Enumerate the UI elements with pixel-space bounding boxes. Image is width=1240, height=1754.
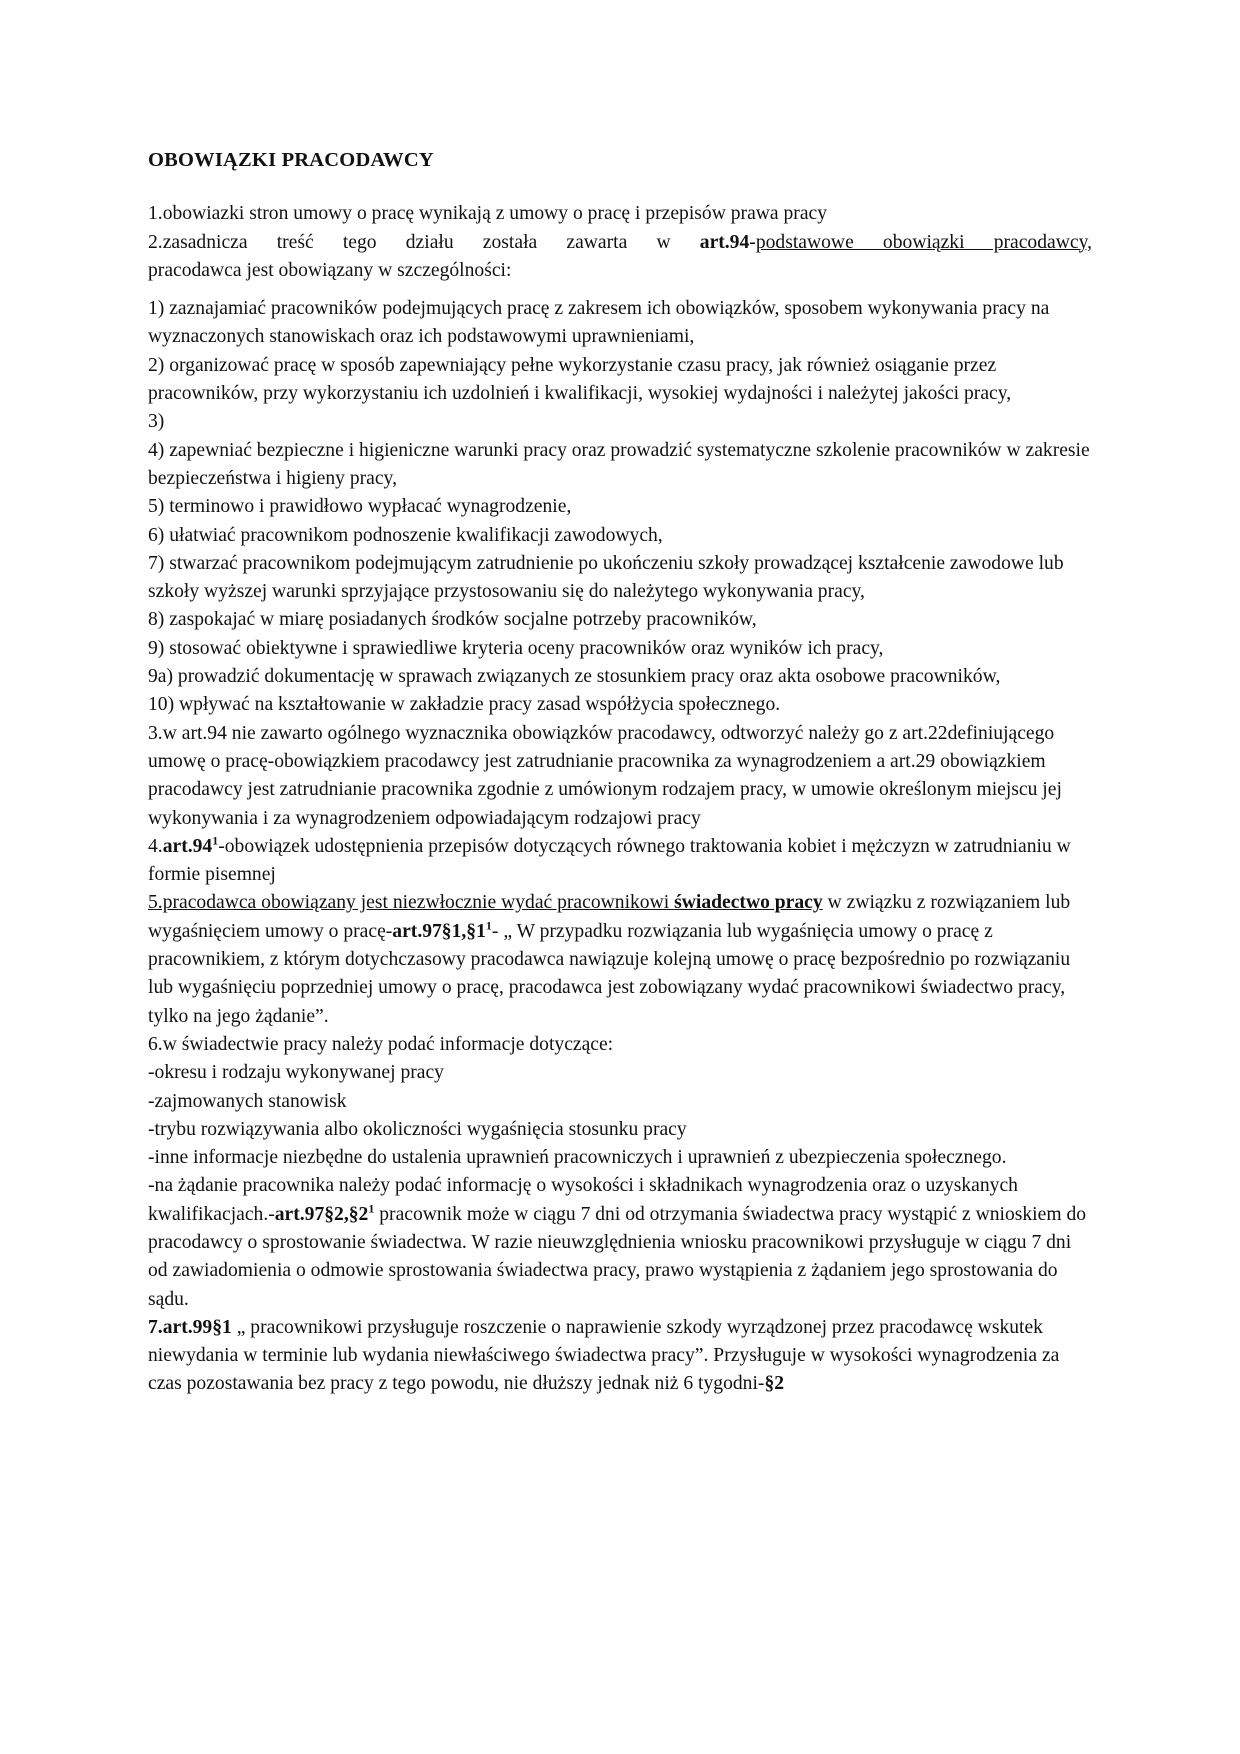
p2-underlined: podstawowe obowiązki pracodawcy, [755,231,1092,253]
p5-article: $art.97\S 1,\S 1^1$ [392,918,492,942]
paragraph-5 [148,889,1092,1030]
p5-underlined: 5.pracodawca obowiązany jest niezwłocznie wydać pracownikowi świadectwo pracy [148,892,823,914]
list-item: 5) terminowo i prawidłowo wypłacać wynagrodzenie, [148,496,572,518]
p4-number: 4. [148,835,163,857]
list-item: 4) zapewniać bezpieczne i higieniczne warunki pracy oraz prowadzić systematyczne szkolenie pracowników w zakresie bezpieczeństwa i higieny pracy, [148,439,1090,489]
list-item: -trybu rozwiązywania albo okoliczności wygaśnięcia stosunku pracy [148,1118,687,1140]
p6-article: $art.97\S 2,\S 2^1$ [274,1201,375,1225]
list-item: 6) ułatwiać pracownikom podnoszenie kwalifikacji zawodowych, [148,524,663,546]
duties-list [148,295,1092,719]
document-title: OBOWIĄZKI PRACODAWCY [148,149,434,171]
paragraph-4 [148,833,1092,890]
paragraph-6-intro: 6.w świadectwie pracy należy podać informacje dotyczące: [148,1033,614,1055]
p5-text-c: - „ W przypadku rozwiązania lub wygaśnięcia umowy o pracę z pracownikiem, z którym dotychczasowy pracodawca nawiązuje kolejną umowę o pracę bezpośrednio po rozwiązaniu lub wygaśnięciu poprzedniej umowy o pracę, pracodawca jest zobowiązany wydać pracownikowi świadectwo pracy, tylko na jego żądanie”. [148,920,1071,1027]
paragraph-1: 1.obowiazki stron umowy o pracę wynikają z umowy o pracę i przepisów prawa pracy [148,203,828,225]
paragraph-6-last: -na żądanie pracownika należy podać informację o wysokości i składnikach wynagrodzenia oraz o uzyskanych $kwalifikacjach.-art.97\S 2,\S 2^1$ pracownik może w ciągu 7 dni od otrzymania świadectwa pracy wystąpić z wnioskiem do pracodawcy o sprostowanie świadectwa. W razie nieuwzględnienia wniosku pracownikowi przysługuje w ciągu 7 dni od zawiadomienia o odmowie sprostowania świadectwa pracy, prawo wystąpienia z żądaniem jego sprostowania do sądu. [148,1175,1087,1310]
p2-text-d: pracodawca jest obowiązany w szczególności: [148,259,512,281]
list-item: -okresu i rodzaju wykonywanej pracy [148,1062,444,1084]
list-item: 3) [148,411,165,433]
p2-dash: - [749,231,756,253]
list-item: 8) zaspokajać w miarę posiadanych środków socjalne potrzeby pracowników, [148,609,757,631]
list-item: 1) zaznajamiać pracowników podejmujących pracę z zakresem ich obowiązków, sposobem wykonywania pracy na wyznaczonych stanowiskach oraz ich podstawowymi uprawnieniami, [148,298,1050,348]
list-item: 9) stosować obiektywne i sprawiedliwe kryteria oceny pracowników oraz wyników ich pracy, [148,637,884,659]
list-item: 10) wpływać na kształtowanie w zakładzie pracy zasad współżycia społecznego. [148,694,781,716]
p7-paragraph-ref: §2 [764,1373,785,1395]
paragraph-3: 3.w art.94 nie zawarto ogólnego wyznacznika obowiązków pracodawcy, odtworzyć należy go z art.22definiującego umowę o pracę-obowiązkiem pracodawcy jest zatrudnianie pracownika za wynagrodzeniem a art.29 obowiązkiem pracodawcy jest zatrudnianie pracownika zgodnie z umówionym rodzajem pracy, w umowie określonym miejscu jej wykonywania i za wynagrodzeniem odpowiadającym rodzajowi pracy [148,722,1062,829]
paragraph-7 [148,1314,1092,1399]
p4-article: $art.94^1$ [162,833,219,857]
p4-text: -obowiązek udostępnienia przepisów dotyczących równego traktowania kobiet i mężczyzn w zatrudnianiu w formie pisemnej [148,835,1071,886]
p7-article: 7.art.99§1 [148,1316,232,1338]
document-page [148,146,1092,1399]
p5-text-a: w związku z rozwiązaniem lub wygaśnięciem umowy o pracę- [148,892,1071,942]
list-item: 7) stwarzać pracownikom podejmującym zatrudnienie po ukończeniu szkoły prowadzącej kształcenie zawodowe lub szkoły wyższej warunki sprzyjające przystosowaniu się do należytego wykonywania pracy, [148,552,1064,603]
list-item: 9a) prowadzić dokumentację w sprawach związanych ze stosunkiem pracy oraz akta osobowe pracowników, [148,666,1001,688]
p2-article: art.94 [699,231,750,253]
p7-text: „ pracownikowi przysługuje roszczenie o naprawienie szkody wyrządzonej przez pracodawcę wskutek niewydania w terminie lub wydania niewłaściwego świadectwa pracy”. Przysługuje w wysokości wynagrodzenia za czas pozostawania bez pracy z tego powodu, nie dłuższy jednak niż 6 tygodni- [148,1316,1060,1395]
paragraph-2 [148,229,1092,286]
list-item: -inne informacje niezbędne do ustalenia uprawnień pracowniczych i uprawnień z ubezpieczenia społecznego. [148,1147,1007,1169]
list-item: 2) organizować pracę w sposób zapewniający pełne wykorzystanie czasu pracy, jak również osiąganie przez pracowników, przy wykorzystaniu ich uzdolnień i kwalifikacji, wysokiej wydajności i należytej jakości pracy, [148,354,1012,405]
p2-text-a: 2.zasadnicza treść tego działu została zawarta w [148,231,700,253]
list-item: -zajmowanych stanowisk [148,1090,347,1112]
